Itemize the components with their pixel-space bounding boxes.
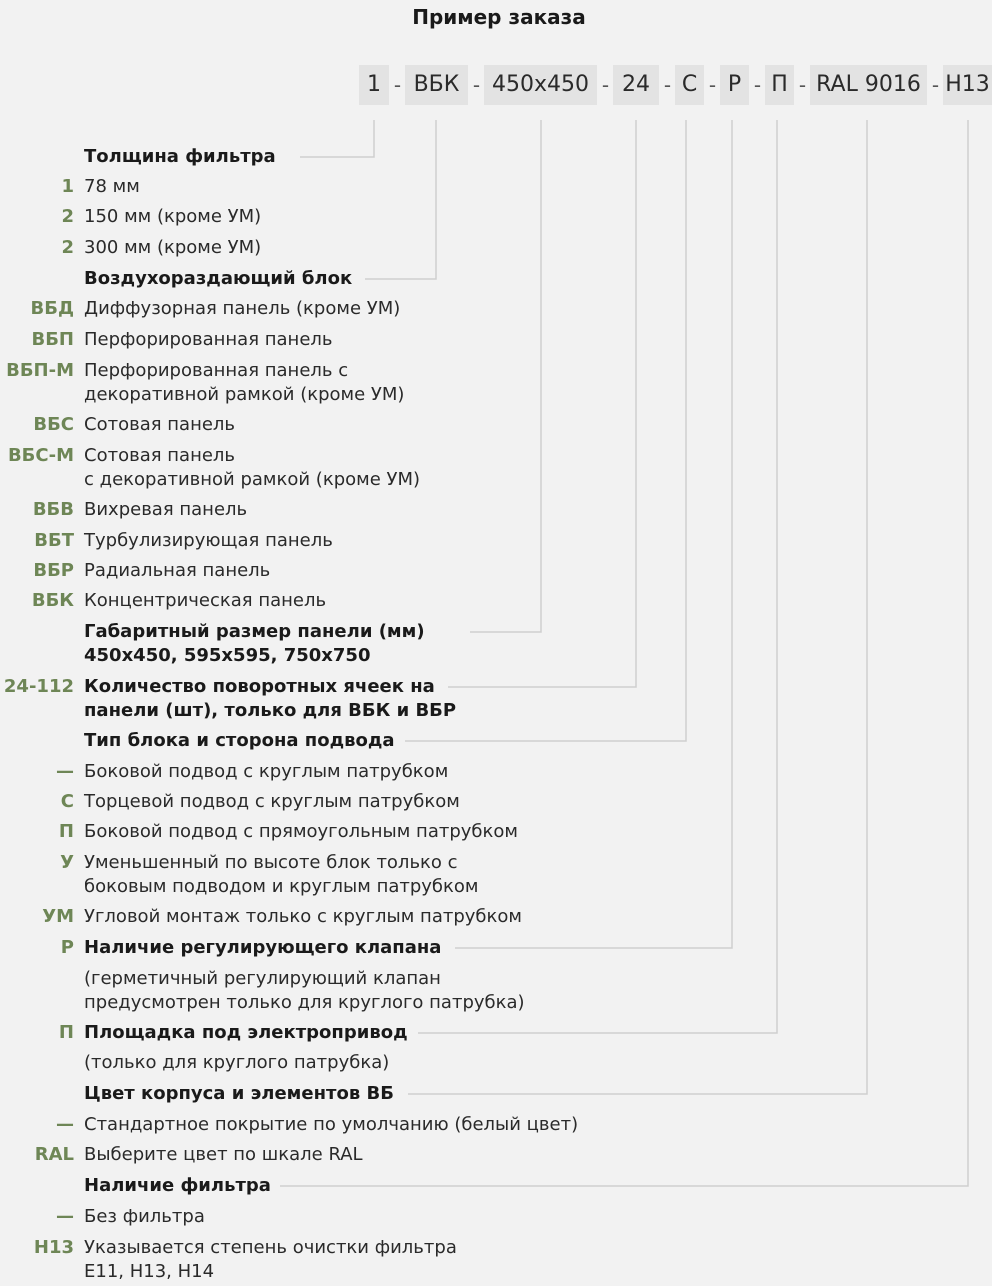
spec-code: — — [56, 1114, 74, 1135]
spec-code: С — [60, 791, 74, 812]
spec-code: ВБП — [31, 329, 74, 350]
spec-heading: Наличие фильтра — [84, 1175, 271, 1196]
spec-code: 24-112 — [3, 676, 74, 697]
spec-text: Диффузорная панель (кроме УМ) — [84, 298, 401, 319]
spec-heading: Площадка под электропривод — [84, 1022, 408, 1043]
connector-line — [470, 120, 541, 632]
spec-code: ВБП-М — [6, 360, 74, 381]
spec-code: ВБР — [33, 560, 74, 581]
order-code-separator: - — [663, 73, 672, 97]
spec-code: RAL — [34, 1144, 74, 1165]
page-title: Пример заказа — [412, 5, 586, 29]
spec-text: Боковой подвод с прямоугольным патрубком — [84, 821, 518, 842]
connector-line — [365, 120, 436, 279]
spec-text: Угловой монтаж только с круглым патрубком — [84, 906, 522, 927]
order-code-part: П — [765, 65, 794, 105]
spec-text: 78 мм — [84, 176, 140, 197]
spec-heading: Наличие регулирующего клапана — [84, 937, 442, 958]
spec-code: ВБК — [31, 590, 74, 611]
order-code-separator: - — [393, 73, 402, 97]
connector-line — [405, 120, 686, 741]
order-code-separator: - — [472, 73, 481, 97]
spec-heading: Цвет корпуса и элементов ВБ — [84, 1083, 394, 1104]
order-code-part: С — [675, 65, 704, 105]
spec-code: П — [58, 821, 74, 842]
connector-line — [300, 120, 374, 157]
spec-text: Боковой подвод с круглым патрубком — [84, 761, 449, 782]
order-code-separator: - — [601, 73, 610, 97]
spec-text: 150 мм (кроме УМ) — [84, 206, 262, 227]
spec-text: Перфорированная панель — [84, 329, 333, 350]
spec-code: 1 — [61, 176, 74, 197]
spec-text: Радиальная панель — [84, 560, 271, 581]
order-code-separator: - — [753, 73, 762, 97]
order-code-part: 450x450 — [484, 65, 597, 105]
spec-code: ВБТ — [34, 530, 74, 551]
spec-text: Перфорированная панель с декоративной рамкой (кроме УМ) — [84, 360, 405, 405]
spec-text: Вихревая панель — [84, 499, 248, 520]
order-code-part: H13 — [943, 65, 992, 105]
spec-text: Сотовая панель с декоративной рамкой (кроме УМ) — [84, 445, 421, 490]
connector-line — [448, 120, 636, 687]
spec-text: Без фильтра — [84, 1206, 205, 1227]
spec-code: У — [60, 852, 74, 873]
order-code-part: Р — [720, 65, 749, 105]
spec-code: ВБС-М — [7, 445, 74, 466]
spec-text: (только для круглого патрубка) — [84, 1052, 390, 1073]
order-code-part: 1 — [359, 65, 389, 105]
spec-heading: Тип блока и сторона подвода — [84, 730, 395, 751]
spec-text: Указывается степень очистки фильтра E11, H13, H14 — [84, 1237, 457, 1282]
spec-text: Уменьшенный по высоте блок только с боковым подводом и круглым патрубком — [84, 852, 479, 897]
spec-heading: Воздухораздающий блок — [84, 268, 353, 289]
spec-code: 2 — [61, 237, 74, 258]
order-code-separator: - — [798, 73, 807, 97]
spec-code: — — [56, 761, 74, 782]
spec-text: Выберите цвет по шкале RAL — [84, 1144, 363, 1165]
spec-code: П — [58, 1022, 74, 1043]
spec-text: Сотовая панель — [84, 414, 236, 435]
order-code-separator: - — [708, 73, 717, 97]
spec-code: ВБС — [33, 414, 74, 435]
spec-text: Стандартное покрытие по умолчанию (белый цвет) — [84, 1114, 579, 1135]
spec-heading: Толщина фильтра — [84, 146, 276, 167]
spec-code: H13 — [33, 1237, 74, 1258]
spec-code: 2 — [61, 206, 74, 227]
spec-text: (герметичный регулирующий клапан предусмотрен только для круглого патрубка) — [84, 968, 525, 1013]
order-code-part: 24 — [613, 65, 659, 105]
spec-text: Турбулизирующая панель — [84, 530, 333, 551]
spec-text: 300 мм (кроме УМ) — [84, 237, 262, 258]
order-code-part: RAL 9016 — [810, 65, 927, 105]
order-code-part: ВБК — [405, 65, 468, 105]
spec-code: УМ — [42, 906, 74, 927]
spec-heading: Габаритный размер панели (мм) 450x450, 595x595, 750x750 — [84, 621, 425, 666]
spec-code: — — [56, 1206, 74, 1227]
spec-text: Торцевой подвод с круглым патрубком — [84, 791, 460, 812]
spec-code: Р — [60, 937, 74, 958]
spec-code: ВБД — [30, 298, 74, 319]
spec-text: Концентрическая панель — [84, 590, 327, 611]
spec-heading: Количество поворотных ячеек на панели (шт), только для ВБК и ВБР — [84, 676, 457, 721]
order-code-separator: - — [931, 73, 940, 97]
spec-code: ВБВ — [32, 499, 74, 520]
